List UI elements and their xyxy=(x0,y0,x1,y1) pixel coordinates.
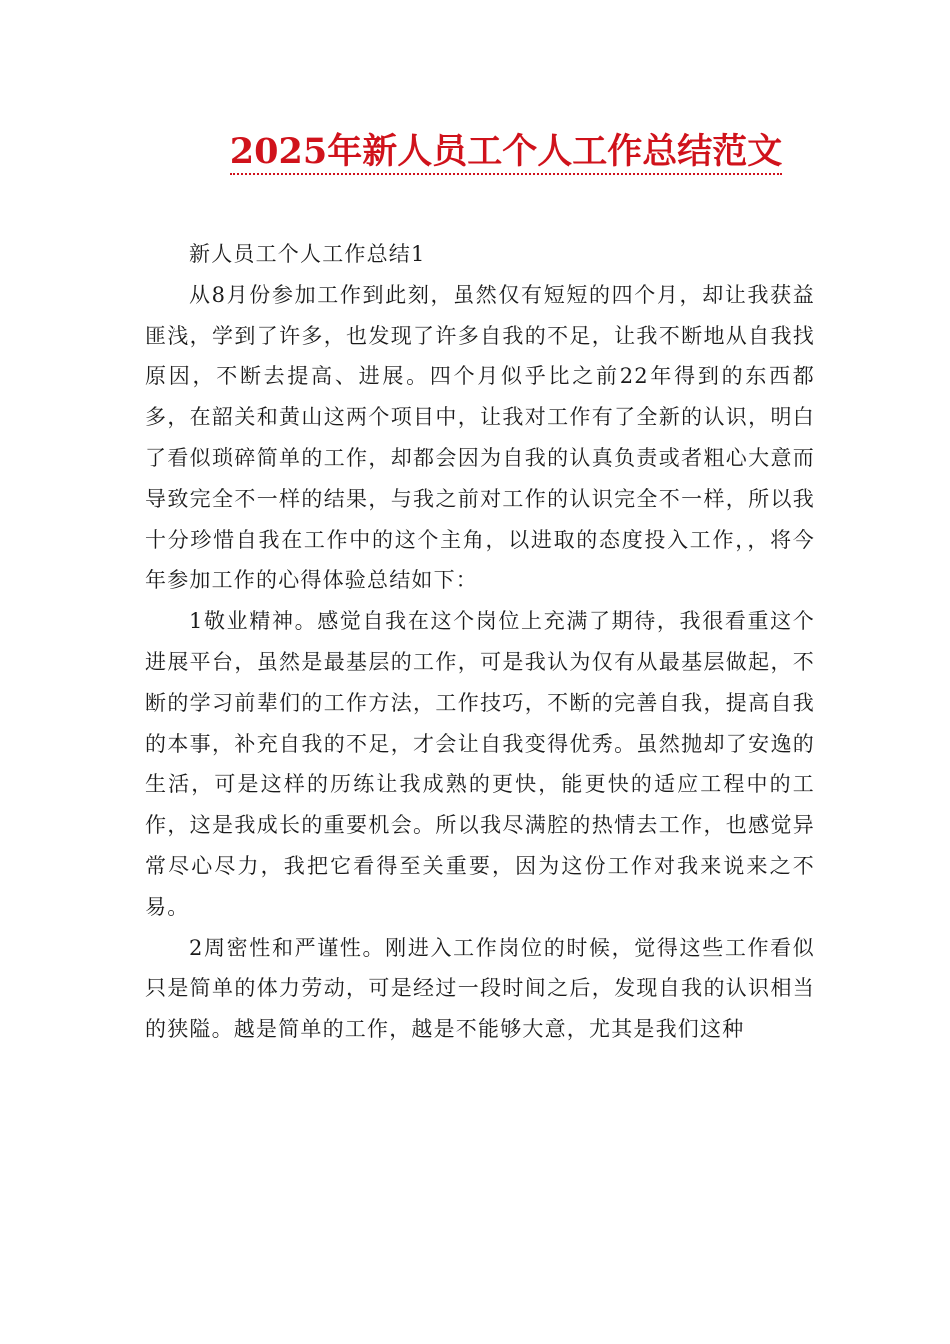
section-heading: 新人员工个人工作总结1 xyxy=(189,242,426,266)
paragraph: 1敬业精神。感觉自我在这个岗位上充满了期待，我很看重这个进展平台，虽然是最基层的工作，可是我认为仅有从最基层做起，不断的学习前辈们的工作方法，工作技巧，不断的完善自我，提高自我的本事，补充自我的不足，才会让自我变得优秀。虽然抛却了安逸的生活，可是这样的历练让我成熟的更快，能更快的适应工程中的工作，这是我成长的重要机会。所以我尽满腔的热情去工作，也感觉异常尽心尽力，我把它看得至关重要，因为这份工作对我来说来之不易。 xyxy=(145,609,815,919)
paragraph: 2周密性和严谨性。刚进入工作岗位的时候，觉得这些工作看似只是简单的体力劳动，可是经过一段时间之后，发现自我的认识相当的狭隘。越是简单的工作，越是不能够大意，尤其是我们这种 xyxy=(145,935,815,1042)
document-title-text: 2025年新人员工个人工作总结范文 xyxy=(230,131,782,175)
document-body xyxy=(145,234,815,1050)
paragraph: 从8月份参加工作到此刻，虽然仅有短短的四个月，却让我获益匪浅，学到了许多，也发现了许多自我的不足，让我不断地从自我找原因，不断去提高、进展。四个月似乎比之前22年得到的东西都多，在韶关和黄山这两个项目中，让我对工作有了全新的认识，明白了看似琐碎简单的工作，却都会因为自我的认真负责或者粗心大意而导致完全不一样的结果，与我之前对工作的认识完全不一样，所以我十分珍惜自我在工作中的这个主角，以进取的态度投入工作，，将今年参加工作的心得体验总结如下： xyxy=(145,282,815,593)
document-title xyxy=(0,128,950,176)
